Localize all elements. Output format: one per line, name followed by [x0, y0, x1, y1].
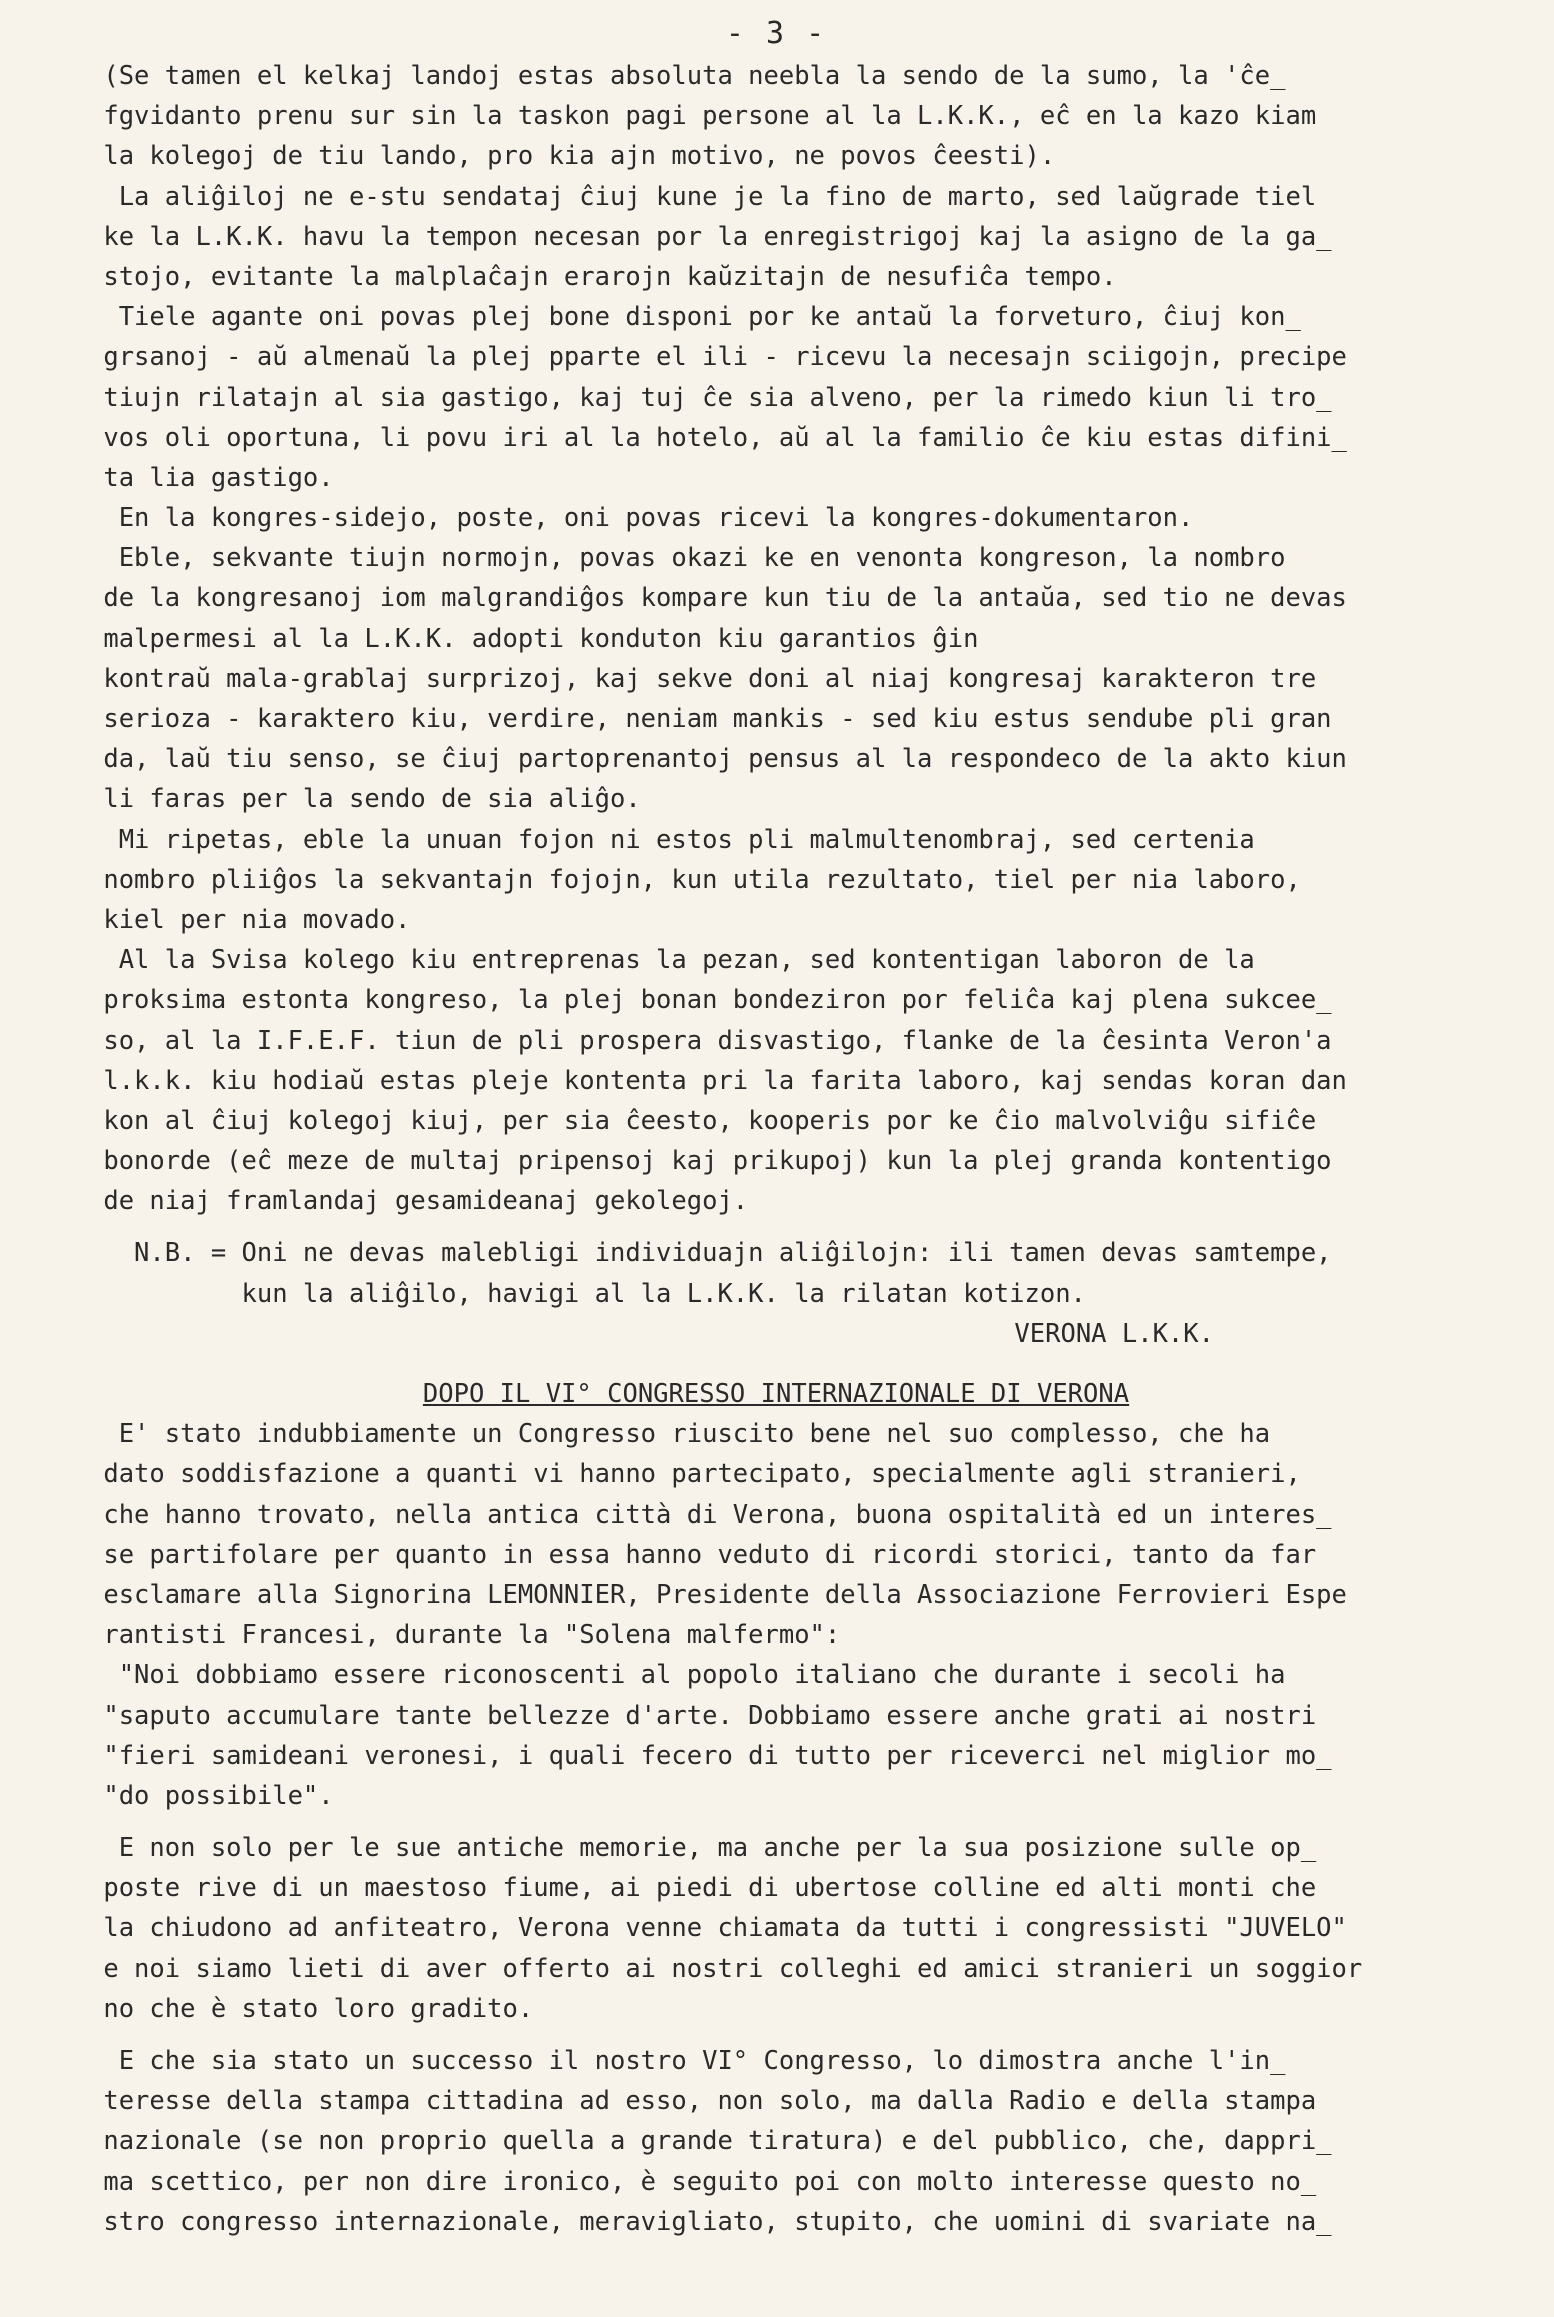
- text-line: dato soddisfazione a quanti vi hanno partecipato, specialmente agli stranieri,: [88, 1459, 1301, 1490]
- text-line: En la kongres-sidejo, poste, oni povas ricevi la kongres-dokumentaron.: [88, 503, 1194, 534]
- text-line: de la kongresanoj iom malgrandiĝos kompare kun tiu de la antaŭa, sed tio ne devas: [88, 583, 1347, 614]
- text-line: malpermesi al la L.K.K. adopti konduton kiu garantios ĝin: [88, 623, 979, 654]
- text-line: "fieri samideani veronesi, i quali fecero di tutto per riceverci nel miglior mo_: [88, 1740, 1332, 1771]
- text-line: Eble, sekvante tiujn normojn, povas okazi ke en venonta kongreson, la nombro: [88, 543, 1286, 574]
- text-line: li faras per la sendo de sia aliĝo.: [88, 784, 641, 815]
- text-line: ta lia gastigo.: [88, 462, 334, 493]
- italian-section-part2: [88, 1828, 1464, 2029]
- text-line: poste rive di un maestoso fiume, ai piedi di ubertose colline ed alti monti che: [88, 1873, 1317, 1904]
- text-line: stojo, evitante la malplaĉajn erarojn kaŭzitajn de nesufiĉa tempo.: [88, 261, 1117, 292]
- text-line: so, al la I.F.E.F. tiun de pli prospera disvastigo, flanke de la ĉesinta Veron'a: [88, 1025, 1332, 1056]
- text-line: E' stato indubbiamente un Congresso riuscito bene nel suo complesso, che ha: [88, 1419, 1271, 1450]
- text-line: teresse della stampa cittadina ad esso, non solo, ma dalla Radio e della stampa: [88, 2086, 1317, 2117]
- text-line: no che è stato loro gradito.: [88, 1993, 534, 2024]
- esperanto-section: [88, 56, 1464, 1221]
- text-line: vos oli oportuna, li povu iri al la hotelo, aŭ al la familio ĉe kiu estas difini_: [88, 422, 1347, 453]
- text-line: se partifolare per quanto in essa hanno veduto di ricordi storici, tanto da far: [88, 1539, 1317, 1570]
- italian-section-part1: [88, 1414, 1464, 1816]
- text-line: esclamare alla Signorina LEMONNIER, Presidente della Associazione Ferrovieri Espe: [88, 1579, 1347, 1610]
- text-line: "do possibile".: [88, 1780, 334, 1811]
- text-line: kontraŭ mala-grablaj surprizoj, kaj sekve doni al niaj kongresaj karakteron tre: [88, 663, 1317, 694]
- text-line: "saputo accumulare tante bellezze d'arte. Dobbiamo essere anche grati ai nostri: [88, 1700, 1317, 1731]
- text-line: E non solo per le sue antiche memorie, ma anche per la sua posizione sulle op_: [88, 1833, 1317, 1864]
- text-line: nazionale (se non proprio quella a grande tiratura) e del pubblico, che, dappri_: [88, 2126, 1332, 2157]
- text-line: nombro pliiĝos la sekvantajn fojojn, kun utila rezultato, tiel per nia laboro,: [88, 864, 1301, 895]
- text-line: la kolegoj de tiu lando, pro kia ajn motivo, ne povos ĉeesti).: [88, 141, 1056, 172]
- section-title: DOPO IL VI° CONGRESSO INTERNAZIONALE DI VERONA: [422, 1379, 1130, 1409]
- text-line: kun la aliĝilo, havigi al la L.K.K. la rilatan kotizon.: [88, 1278, 1086, 1309]
- text-line: kon al ĉiuj kolegoj kiuj, per sia ĉeesto, kooperis por ke ĉio malvolviĝu sifiĉe: [88, 1105, 1317, 1136]
- text-line: la chiudono ad anfiteatro, Verona venne chiamata da tutti i congressisti "JUVELO": [88, 1913, 1347, 1944]
- text-line: da, laŭ tiu senso, se ĉiuj partoprenantoj pensus al la respondeco de la akto kiun: [88, 744, 1347, 775]
- nota-bene: [88, 1233, 1464, 1313]
- signature: VERONA L.K.K.: [1014, 1318, 1214, 1349]
- text-line: fgvidanto prenu sur sin la taskon pagi persone al la L.K.K., eĉ en la kazo kiam: [88, 101, 1317, 132]
- text-line: ke la L.K.K. havu la tempon necesan por la enregistrigoj kaj la asigno de la ga_: [88, 221, 1332, 252]
- text-line: kiel per nia movado.: [88, 904, 411, 935]
- text-line: e noi siamo lieti di aver offerto ai nostri colleghi ed amici stranieri un soggior: [88, 1953, 1363, 1984]
- text-line: bonorde (eĉ meze de multaj pripensoj kaj prikupoj) kun la plej granda kontentigo: [88, 1146, 1332, 1177]
- text-line: serioza - karaktero kiu, verdire, neniam mankis - sed kiu estus sendube pli gran: [88, 704, 1332, 734]
- italian-section-part3: [88, 2041, 1464, 2242]
- text-line: l.k.k. kiu hodiaŭ estas pleje kontenta pri la farita laboro, kaj sendas koran dan: [88, 1065, 1347, 1096]
- text-line: ma scettico, per non dire ironico, è seguito poi con molto interesse questo no_: [88, 2166, 1317, 2197]
- text-line: La aliĝiloj ne e-stu sendataj ĉiuj kune je la fino de marto, sed laŭgrade tiel: [88, 181, 1317, 212]
- text-line: proksima estonta kongreso, la plej bonan bondeziron por feliĉa kaj plena sukcee_: [88, 985, 1332, 1016]
- text-line: E che sia stato un successo il nostro VI° Congresso, lo dimostra anche l'in_: [88, 2046, 1286, 2076]
- text-line: "Noi dobbiamo essere riconoscenti al popolo italiano che durante i secoli ha: [88, 1660, 1286, 1691]
- text-line: rantisti Francesi, durante la "Solena malfermo":: [88, 1620, 841, 1651]
- page-number: - 3 -: [725, 16, 827, 51]
- text-line: Al la Svisa kolego kiu entreprenas la pezan, sed kontentigan laboron de la: [88, 945, 1255, 976]
- text-line: stro congresso internazionale, meravigliato, stupito, che uomini di svariate na_: [88, 2206, 1332, 2237]
- text-line: de niaj framlandaj gesamideanaj gekolegoj.: [88, 1186, 749, 1217]
- text-line: (Se tamen el kelkaj landoj estas absoluta neebla la sendo de la sumo, la 'ĉe_: [88, 61, 1286, 91]
- text-line: Tiele agante oni povas plej bone disponi por ke antaŭ la forveturo, ĉiuj kon_: [88, 302, 1301, 333]
- text-line: grsanoj - aŭ almenaŭ la plej pparte el ili - ricevu la necesajn sciigojn, precipe: [88, 342, 1347, 373]
- text-line: Mi ripetas, eble la unuan fojon ni estos pli malmultenombraj, sed certenia: [88, 824, 1255, 855]
- text-line: N.B. = Oni ne devas malebligi individuajn aliĝilojn: ili tamen devas samtempe,: [88, 1238, 1332, 1269]
- text-line: che hanno trovato, nella antica città di Verona, buona ospitalità ed un interes_: [88, 1499, 1332, 1530]
- text-line: tiujn rilatajn al sia gastigo, kaj tuj ĉe sia alveno, per la rimedo kiun li tro_: [88, 382, 1332, 413]
